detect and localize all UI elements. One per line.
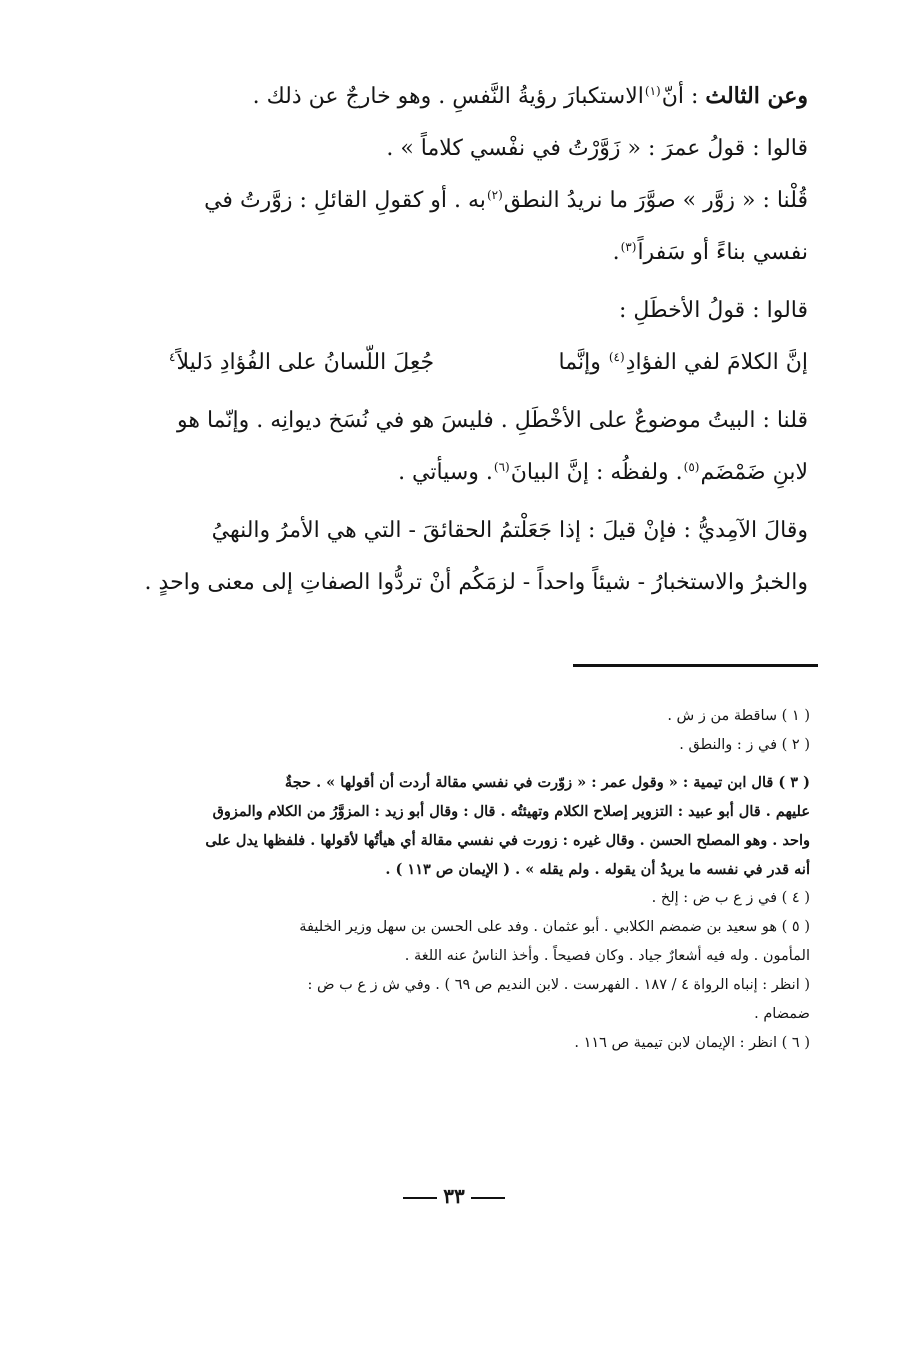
main-text <box>96 70 808 609</box>
footnote-5 <box>95 913 810 1029</box>
text-run: . ولفظُه : إنَّ البيانَ <box>510 460 683 485</box>
text-run: به . أو كقولِ القائلِ : زوَّرتُ في <box>204 188 486 213</box>
poem-first-hemistich <box>559 337 808 389</box>
page-number-dash <box>403 1197 437 1199</box>
heading-lead: وعن الثالث <box>705 83 808 109</box>
text-run: الاستكبارَ رؤيةُ النَّفسِ . وهو خارجٌ عن ذلك . <box>252 84 644 109</box>
footnote-2: ( ٢ ) في ز : والنطق . <box>679 737 810 753</box>
footnote-ref: ٤ <box>169 349 176 364</box>
footnote-3 <box>95 768 810 884</box>
text-run: جُعِلَ اللّسانُ على الفُؤادِ دَليلاً <box>176 350 435 375</box>
text-line <box>96 227 808 279</box>
page-number <box>0 1184 908 1208</box>
footnote-line: أنه قدر في نفسه ما يريدُ أن يقوله . ولم يقله » . ( الإيمان ص ١١٣ ) . <box>385 861 810 878</box>
text-run: : أنّ <box>661 84 706 109</box>
page-number-value: ٣٣ <box>443 1184 465 1208</box>
text-run: إنَّ الكلامَ لفي الفؤادِ <box>625 350 808 375</box>
footnote-line: المأمون . وله فيه أشعارٌ جياد . وكان فصيحاً . وأخذ الناسُ عنه اللغة . <box>404 948 810 964</box>
footnote-line: عليهم . قال أبو عبيد : التزوير إصلاح الكلام وتهيئتُه . قال : وقال أبو زيد : المزوَّرُ من الكلام والمزوق <box>212 803 810 820</box>
text-run: . <box>612 240 620 265</box>
footnote-line: ( انظر : إنباه الرواة ٤ / ١٨٧ . الفهرست . لابن النديم ص ٦٩ ) . وفي ش ز ع ب ض : <box>307 977 810 993</box>
footnote-line: واحد . وهو المصلح الحسن . وقال غيره : زورت في نفسي مقالة أي هيأتُها لأقولها . فلفظها يدل على <box>205 832 810 849</box>
text-run: لابنِ ضَمْضَم <box>700 460 808 485</box>
footnote-ref: (٣) <box>620 239 637 254</box>
footnote-ref: (٥) <box>683 459 700 474</box>
text-run: قُلْنا : « زوَّر » صوَّرَ ما نريدُ النطق <box>503 188 808 213</box>
footnote-ref: (١) <box>644 83 661 98</box>
text-line: قلنا : البيتُ موضوعٌ على الأخْطَلِ . فليسَ هو في نُسَخ ديوانِه . وإنّما هو <box>177 408 808 433</box>
footnote-1: ( ١ ) ساقطة من ز ش . <box>667 708 810 724</box>
footnote-ref: (٤) <box>608 349 625 364</box>
poem-second-hemistich <box>168 337 434 389</box>
text-line: والخبرُ والاستخبارُ - شيئاً واحداً - لزمَكُم أنْ تردُّوا الصفاتِ إلى معنى واحدٍ . <box>144 570 808 595</box>
text-line: قالوا : قولُ الأخطَلِ : <box>618 298 808 323</box>
text-line <box>96 447 808 499</box>
text-run: نفسي بناءً أو سَفراً <box>637 240 808 265</box>
page-number-dash <box>471 1197 505 1199</box>
footnote-line: ( ٣ ) قال ابن تيمية : « وقول عمر : « زوّرت في نفسي مقالة أردت أن أقولها » . حجةٌ <box>284 774 810 791</box>
footnote-ref: (٦) <box>493 459 510 474</box>
text-line <box>96 70 808 123</box>
footnote-separator <box>573 664 818 667</box>
text-run: وإنَّما <box>558 350 608 375</box>
footnote-4: ( ٤ ) في ز ع ب ض : إلخ . <box>651 890 810 906</box>
footnote-ref: (٢) <box>486 187 503 202</box>
text-line: قالوا : قولُ عمرَ : « زَوَّرْتُ في نفْسي كلاماً » . <box>386 136 808 161</box>
footnote-line: ( ٥ ) هو سعيد بن ضمضم الكلابي . أبو عثمان . وفد على الحسن بن سهل وزير الخليفة <box>299 919 810 935</box>
text-line <box>96 175 808 227</box>
text-line: وقالَ الآمِديُّ : فإنْ قيلَ : إذا جَعَلْتمُ الحقائقَ - التي هي الأمرُ والنهيُ <box>211 518 808 543</box>
footnote-6: ( ٦ ) انظر : الإيمان لابن تيمية ص ١١٦ . <box>574 1035 810 1051</box>
poem-verse <box>168 337 808 389</box>
footnotes <box>95 702 810 1058</box>
text-run: . وسيأتي . <box>398 460 493 485</box>
footnote-line: ضمضام . <box>754 1006 810 1022</box>
